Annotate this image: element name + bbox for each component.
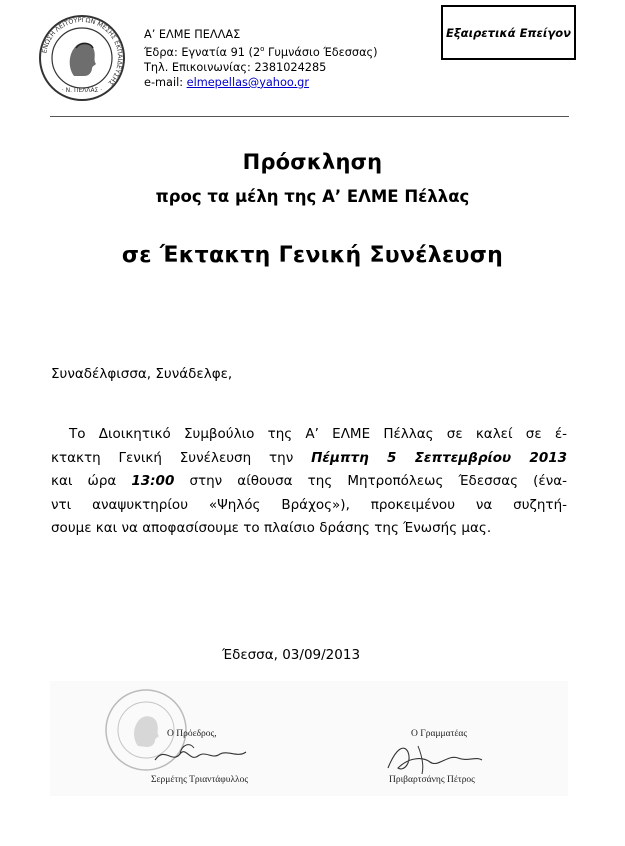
president-signature — [150, 738, 250, 770]
org-phone: Τηλ. Επικοινωνίας: 2381024285 — [144, 60, 327, 74]
meeting-date: Πέμπτη 5 Σεπτεμβρίου 2013 — [311, 449, 568, 466]
organization-seal-logo — [38, 14, 126, 102]
urgent-badge — [441, 5, 576, 60]
body-line-4: ντι αναψυκτηρίου «Ψηλός Βράχος»), προκειμένου να συζητή- — [51, 496, 567, 513]
assembly-title: σε Έκτακτη Γενική Συνέλευση — [121, 243, 504, 268]
email-link[interactable]: elmepellas@yahoo.gr — [186, 75, 309, 89]
document-date: Έδεσσα, 03/09/2013 — [222, 647, 361, 663]
body-line-1: Το Διοικητικό Συμβούλιο της Α’ ΕΛΜΕ Πέλλας σε καλεί σε έ- — [69, 426, 567, 442]
body-line-3 — [51, 470, 567, 494]
svg-text:ΕΝΩΣΗ ΛΕΙΤΟΥΡΓΩΝ ΜΕΣΗΣ ΕΚΠΑΙΔΕ: ΕΝΩΣΗ ΛΕΙΤΟΥΡΓΩΝ ΜΕΣΗΣ ΕΚΠΑΙΔΕΥΣΗΣ — [40, 15, 125, 87]
body-line-2 — [51, 447, 567, 471]
body-line-2-text: κτακτη Γενική Συνέλευση την — [51, 449, 312, 466]
email-label: e-mail: — [144, 75, 187, 89]
body-line-5: σουμε και να αποφασίσουμε το πλαίσιο δράσης της Ένωσής μας. — [51, 520, 492, 536]
invitation-body — [51, 423, 567, 541]
president-role: Ο Πρόεδρος, — [167, 729, 217, 739]
invitation-title: Πρόσκληση — [242, 150, 383, 174]
org-name: Α’ ΕΛΜΕ ΠΕΛΛΑΣ — [144, 28, 241, 41]
body-line-3-text-b: στην αίθουσα της Μητροπόλεως Έδεσσας (ένα- — [174, 473, 568, 489]
meeting-time: 13:00 — [131, 473, 175, 489]
body-line-3-text-a: και ώρα — [51, 473, 132, 489]
org-address: Έδρα: Εγνατία 91 ($2^o$ Γυμνάσιο Έδεσσας) — [144, 45, 378, 59]
urgent-label: Εξαιρετικά Επείγον — [446, 25, 571, 40]
secretary-role: Ο Γραμματέας — [411, 729, 468, 739]
invitation-subtitle: προς τα μέλη της Α’ ΕΛΜΕ Πέλλας — [155, 187, 470, 206]
secretary-signature — [378, 738, 488, 778]
header-contact-block — [144, 27, 378, 90]
secretary-name: Πριβαρτσάνης Πέτρος — [389, 775, 475, 785]
header-divider — [50, 116, 569, 117]
svg-text:· Ν. ΠΕΛΛΑΣ ·: · Ν. ΠΕΛΛΑΣ · — [61, 87, 103, 94]
org-email-row — [144, 75, 378, 90]
greeting: Συναδέλφισσα, Συνάδελφε, — [51, 366, 233, 382]
president-name: Σερμέτης Τριαντάφυλλος — [151, 775, 249, 785]
